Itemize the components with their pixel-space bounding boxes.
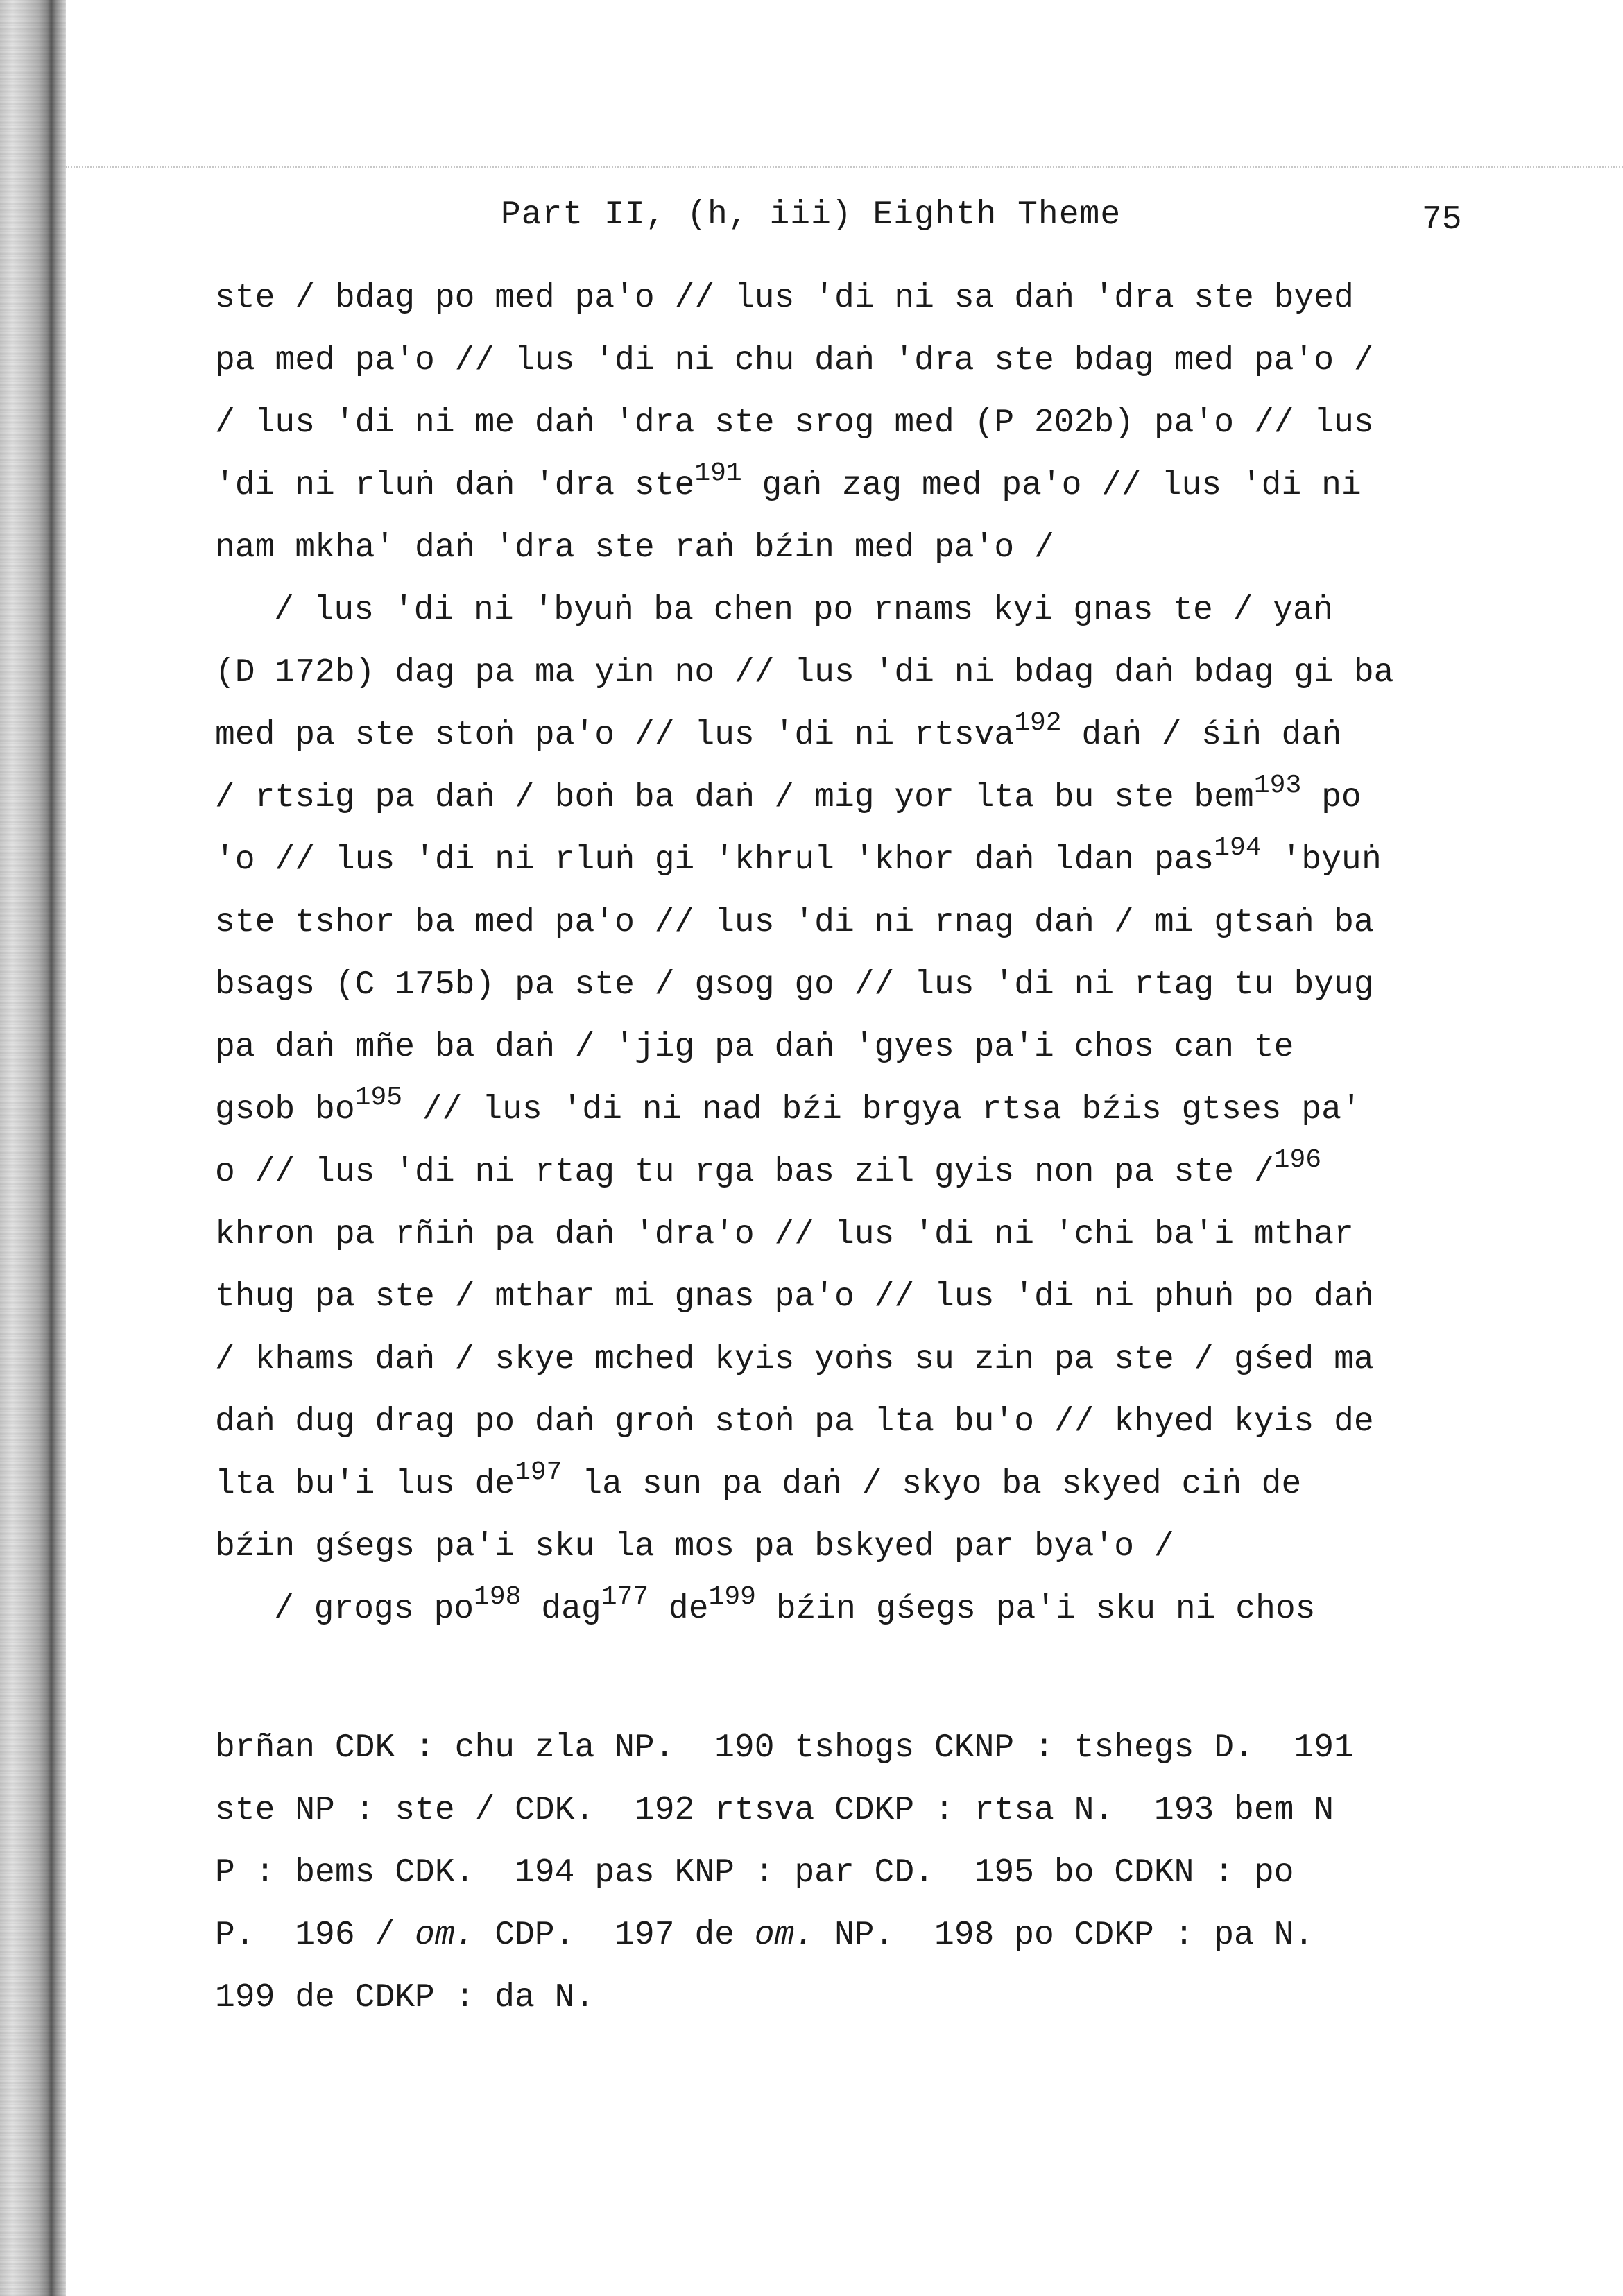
footnote-ref: 193 [1253,771,1302,800]
text-line: pa med pa'o // lus 'di ni chu daṅ 'dra ste bdag med pa'o / [215,342,1374,379]
footnote-ref: 196 [1273,1145,1322,1175]
text-line: / rtsig pa daṅ / boṅ ba daṅ / mig yor lta bu ste bem$^{193}$ po [215,771,1362,816]
text-line: khron pa rñiṅ pa daṅ 'dra'o // lus 'di ni 'chi ba'i mthar [215,1216,1354,1253]
footnote-ref: 177 [601,1582,649,1612]
scan-binding-edge [0,0,66,2296]
footnote-ref: 192 [1014,708,1062,738]
footnote-line: P. 196 / om. CDP. 197 de om. NP. 198 po CDKP : pa N. [215,1917,1314,1954]
text-line: med pa ste stoṅ pa'o // lus 'di ni rtsva$^{192}$ daṅ / śiṅ daṅ [215,708,1341,754]
footnote-line: P : bems CDK. 194 pas KNP : par CD. 195 bo CDKN : po [215,1854,1294,1892]
text-line: o // lus 'di ni rtag tu rga bas zil gyis non pa ste /$^{196}$ [215,1145,1322,1191]
footnote-ref: 197 [515,1457,563,1487]
text-line: ste tshor ba med pa'o // lus 'di ni rnag daṅ / mi gtsaṅ ba [215,904,1374,941]
page-number: 75 [1422,201,1462,239]
text-line: ste / bdag po med pa'o // lus 'di ni sa daṅ 'dra ste byed [215,280,1354,317]
text-line: 'o // lus 'di ni rluṅ gi 'khrul 'khor daṅ ldan pas$^{194}$ 'byuṅ [215,833,1382,879]
footnote-line: brñan CDK : chu zla NP. 190 tshogs CKNP : tshegs D. 191 [215,1729,1354,1767]
text-line: / lus 'di ni me daṅ 'dra ste srog med (P 202b) pa'o // lus [215,404,1374,442]
text-line: thug pa ste / mthar mi gnas pa'o // lus 'di ni phuṅ po daṅ [215,1278,1374,1316]
footnote-ref: 199 [708,1582,756,1612]
footnote-line: ste NP : ste / CDK. 192 rtsva CDKP : rtsa N. 193 bem N [215,1792,1334,1829]
footnote-ref: 194 [1214,833,1262,863]
footnote-ref: 191 [694,459,742,488]
text-line: 'di ni rluṅ daṅ 'dra ste$^{191}$ gaṅ zag med pa'o // lus 'di ni [215,459,1362,504]
text-line: nam mkha' daṅ 'dra ste raṅ bźin med pa'o / [215,529,1054,567]
text-line: (D 172b) dag pa ma yin no // lus 'di ni bdag daṅ bdag gi ba [215,654,1394,692]
running-head: Part II, (h, iii) Eighth Theme [501,196,1122,234]
text-line: / lus 'di ni 'byuṅ ba chen po rnams kyi gnas te / yaṅ [274,592,1333,629]
text-line: / grogs $po^{198}$ dag$^{177}$ $de^{199}$ bźin gśegs pa'i sku ni chos [274,1582,1316,1628]
scan-top-edge [66,166,1623,168]
text-line: pa daṅ mñe ba daṅ / 'jig pa daṅ 'gyes pa'i chos can te [215,1029,1294,1066]
footnote-line: 199 de CDKP : da N. [215,1979,595,2016]
text-line: bsags (C 175b) pa ste / gsog go // lus 'di ni rtag tu byug [215,966,1374,1004]
footnote-ref: 198 [474,1582,522,1612]
text-line: lta bu'i lus $de^{197}$ la sun pa daṅ / skyo ba skyed ciṅ de [215,1457,1302,1503]
text-line: daṅ dug drag po daṅ groṅ stoṅ pa lta bu'o // khyed kyis de [215,1403,1374,1441]
text-line: / khams daṅ / skye mched kyis yoṅs su zin pa ste / gśed ma [215,1341,1374,1378]
text-line: gsob $bo^{195}$ // lus 'di ni nad bźi brgya rtsa bźis gtses pa' [215,1083,1362,1129]
text-line: bźin gśegs pa'i sku la mos pa bskyed par bya'o / [215,1528,1174,1566]
footnote-ref: 195 [354,1083,403,1113]
